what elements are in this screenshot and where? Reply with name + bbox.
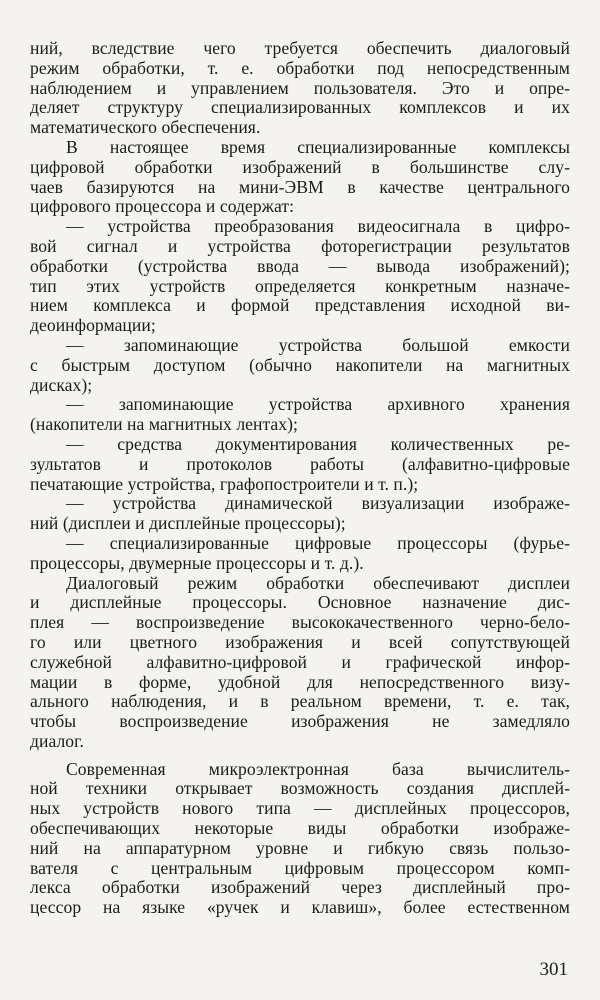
text-line: — запоминающие устройства большой емкости — [66, 335, 570, 355]
text-line: плея — воспроизведение высококачественного черно-бело- — [30, 613, 570, 633]
text-line: ной техники открывает возможность создания дисплей- — [30, 779, 570, 799]
text-line: ального наблюдения, и в реальном времени, т. е. так, — [30, 692, 570, 712]
text-line: зультатов и протоколов работы (алфавитно-цифровые — [30, 454, 570, 474]
text-line: Диалоговый режим обработки обеспечивают дисплеи — [66, 573, 570, 593]
text-line: процессоры, двумерные процессоры и т. д.). — [30, 553, 364, 573]
text-line: — устройства преобразования видеосигнала в цифро- — [66, 217, 570, 237]
text-line: чтобы воспроизведение изображения не замедляло — [30, 712, 570, 732]
text-line: и дисплейные процессоры. Основное назначение дис- — [30, 593, 570, 613]
text-line: го или цветного изображения и всей сопутствующей — [30, 632, 570, 652]
text-line: обеспечивающих некоторые виды обработки изображе- — [30, 819, 570, 839]
text-line: с быстрым доступом (обычно накопители на магнитных — [30, 355, 570, 375]
text-line: ний, вследствие чего требуется обеспечить диалоговый — [30, 39, 570, 58]
text-line: ных устройств нового типа — дисплейных процессоров, — [30, 799, 570, 819]
text-line: тип этих устройств определяется конкретным назначе- — [30, 276, 570, 296]
text-line: — средства документирования количественных ре- — [66, 434, 570, 454]
text-line: вателя с центральным цифровым процессором комп- — [30, 858, 570, 878]
text-line: — специализированные цифровые процессоры (фурье- — [66, 533, 570, 553]
text-line: деоинформации; — [30, 316, 156, 336]
text-line: мации в форме, удобной для непосредственного визу- — [30, 672, 570, 692]
text-line: — запоминающие устройства архивного хранения — [66, 395, 570, 415]
text-line: обработки (устройства ввода — вывода изображений); — [30, 256, 570, 276]
text-line: цифрового процессора и содержат: — [30, 197, 295, 217]
text-line: цессор на языке «ручек и клавиш», более естественном — [30, 898, 570, 918]
text-line: цифровой обработки изображений в большинстве слу- — [30, 157, 570, 177]
text-line: — устройства динамической визуализации изображе- — [66, 494, 570, 514]
text-line: диалог. — [30, 731, 84, 751]
page-number: 301 — [539, 959, 568, 980]
text-line: нием комплекса и формой представления исходной ви- — [30, 296, 570, 316]
text-line: лекса обработки изображений через дисплейный про- — [30, 878, 570, 898]
text-line: печатающие устройства, графопостроители и т. п.); — [30, 474, 419, 494]
text-line: режим обработки, т. е. обработки под непосредственным — [30, 58, 570, 78]
body-text — [30, 39, 570, 918]
text-line: наблюдением и управлением пользователя. Это и опре- — [30, 78, 570, 98]
text-line: дисках); — [30, 375, 93, 395]
text-line: (накопители на магнитных лентах); — [30, 415, 298, 435]
text-line: математического обеспечения. — [30, 118, 261, 138]
text-line: чаев базируются на мини-ЭВМ в качестве центрального — [30, 177, 570, 197]
text-line: В настоящее время специализированные комплексы — [66, 137, 570, 157]
text-line: ний на аппаратурном уровне и гибкую связь пользо- — [30, 838, 570, 858]
text-line: ний (дисплеи и дисплейные процессоры); — [30, 514, 346, 534]
text-line: деляет структуру специализированных комплексов и их — [30, 98, 570, 118]
text-line: вой сигнал и устройства фоторегистрации результатов — [30, 236, 570, 256]
text-line: Современная микроэлектронная база вычислитель- — [66, 759, 570, 779]
text-line: служебной алфавитно-цифровой и графической инфор- — [30, 652, 570, 672]
